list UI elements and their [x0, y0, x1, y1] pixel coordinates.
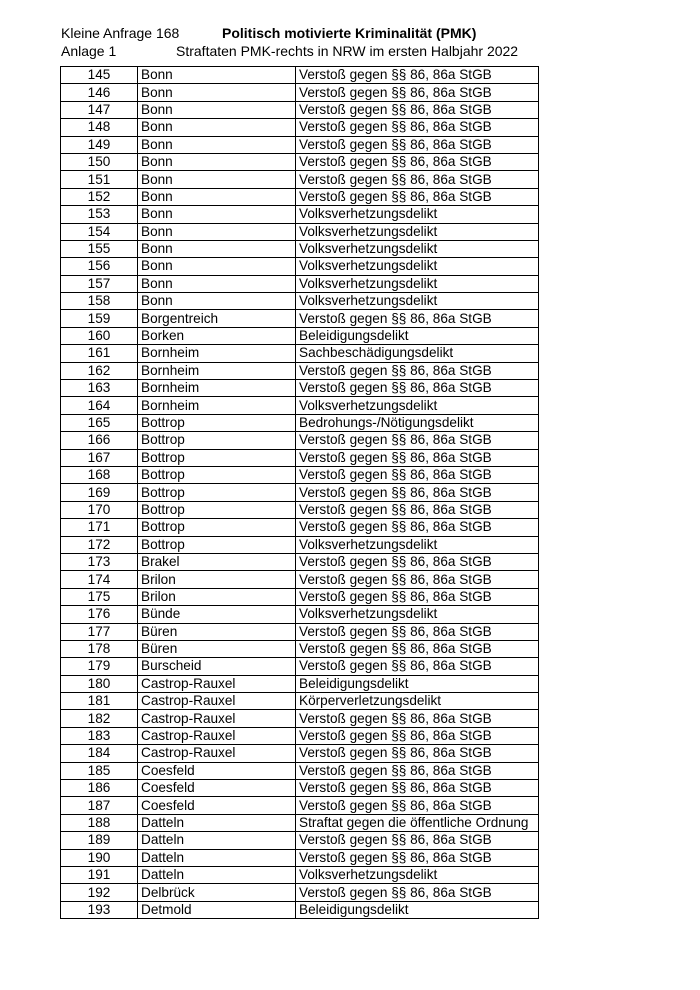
- row-offense: Volksverhetzungsdelikt: [296, 258, 539, 275]
- row-number: 184: [61, 745, 138, 762]
- row-number: 164: [61, 397, 138, 414]
- row-number: 183: [61, 727, 138, 744]
- row-city: Brilon: [138, 571, 296, 588]
- row-offense: Verstoß gegen §§ 86, 86a StGB: [296, 188, 539, 205]
- row-city: Bonn: [138, 275, 296, 292]
- row-city: Bonn: [138, 84, 296, 101]
- row-offense: Volksverhetzungsdelikt: [296, 397, 539, 414]
- row-number: 158: [61, 293, 138, 310]
- offense-table-body: [61, 67, 539, 919]
- row-offense: Bedrohungs-/Nötigungsdelikt: [296, 414, 539, 431]
- table-row: [61, 258, 539, 275]
- row-number: 146: [61, 84, 138, 101]
- row-offense: Verstoß gegen §§ 86, 86a StGB: [296, 588, 539, 605]
- row-offense: Beleidigungsdelikt: [296, 675, 539, 692]
- table-row: [61, 536, 539, 553]
- table-row: [61, 153, 539, 170]
- row-offense: Verstoß gegen §§ 86, 86a StGB: [296, 745, 539, 762]
- table-row: [61, 397, 539, 414]
- table-row: [61, 710, 539, 727]
- row-number: 163: [61, 380, 138, 397]
- row-city: Bornheim: [138, 362, 296, 379]
- row-city: Bonn: [138, 258, 296, 275]
- row-offense: Verstoß gegen §§ 86, 86a StGB: [296, 466, 539, 483]
- table-row: [61, 380, 539, 397]
- row-city: Bottrop: [138, 484, 296, 501]
- row-city: Detmold: [138, 901, 296, 918]
- row-number: 188: [61, 814, 138, 831]
- row-number: 181: [61, 693, 138, 710]
- table-row: [61, 693, 539, 710]
- table-row: [61, 84, 539, 101]
- row-city: Brilon: [138, 588, 296, 605]
- table-row: [61, 310, 539, 327]
- row-number: 185: [61, 762, 138, 779]
- row-number: 149: [61, 136, 138, 153]
- row-city: Castrop-Rauxel: [138, 727, 296, 744]
- row-offense: Verstoß gegen §§ 86, 86a StGB: [296, 119, 539, 136]
- row-offense: Verstoß gegen §§ 86, 86a StGB: [296, 101, 539, 118]
- row-city: Bonn: [138, 153, 296, 170]
- row-number: 168: [61, 466, 138, 483]
- row-city: Bonn: [138, 67, 296, 84]
- table-row: [61, 449, 539, 466]
- row-city: Bonn: [138, 240, 296, 257]
- row-number: 177: [61, 623, 138, 640]
- row-offense: Beleidigungsdelikt: [296, 327, 539, 344]
- row-number: 192: [61, 884, 138, 901]
- row-number: 166: [61, 432, 138, 449]
- row-offense: Verstoß gegen §§ 86, 86a StGB: [296, 727, 539, 744]
- row-number: 154: [61, 223, 138, 240]
- row-number: 178: [61, 640, 138, 657]
- row-city: Büren: [138, 623, 296, 640]
- row-offense: Verstoß gegen §§ 86, 86a StGB: [296, 797, 539, 814]
- row-offense: Verstoß gegen §§ 86, 86a StGB: [296, 84, 539, 101]
- row-number: 172: [61, 536, 138, 553]
- row-city: Burscheid: [138, 658, 296, 675]
- table-row: [61, 640, 539, 657]
- table-row: [61, 832, 539, 849]
- table-row: [61, 432, 539, 449]
- table-row: [61, 119, 539, 136]
- row-city: Bornheim: [138, 397, 296, 414]
- row-number: 157: [61, 275, 138, 292]
- table-row: [61, 727, 539, 744]
- table-row: [61, 466, 539, 483]
- row-offense: Volksverhetzungsdelikt: [296, 606, 539, 623]
- row-offense: Verstoß gegen §§ 86, 86a StGB: [296, 710, 539, 727]
- table-row: [61, 623, 539, 640]
- row-offense: Verstoß gegen §§ 86, 86a StGB: [296, 362, 539, 379]
- table-row: [61, 606, 539, 623]
- row-city: Coesfeld: [138, 762, 296, 779]
- row-city: Bottrop: [138, 432, 296, 449]
- row-city: Castrop-Rauxel: [138, 675, 296, 692]
- row-city: Brakel: [138, 553, 296, 570]
- row-number: 170: [61, 501, 138, 518]
- row-number: 153: [61, 206, 138, 223]
- table-row: [61, 327, 539, 344]
- row-number: 148: [61, 119, 138, 136]
- row-city: Bünde: [138, 606, 296, 623]
- row-number: 189: [61, 832, 138, 849]
- row-number: 180: [61, 675, 138, 692]
- table-row: [61, 553, 539, 570]
- row-offense: Volksverhetzungsdelikt: [296, 240, 539, 257]
- table-row: [61, 67, 539, 84]
- row-city: Datteln: [138, 814, 296, 831]
- row-offense: Verstoß gegen §§ 86, 86a StGB: [296, 553, 539, 570]
- table-row: [61, 171, 539, 188]
- table-row: [61, 501, 539, 518]
- row-offense: Verstoß gegen §§ 86, 86a StGB: [296, 780, 539, 797]
- row-offense: Verstoß gegen §§ 86, 86a StGB: [296, 310, 539, 327]
- row-city: Bonn: [138, 101, 296, 118]
- row-city: Bornheim: [138, 345, 296, 362]
- row-offense: Körperverletzungsdelikt: [296, 693, 539, 710]
- row-city: Datteln: [138, 866, 296, 883]
- attachment-label: Anlage 1: [61, 43, 117, 59]
- table-row: [61, 136, 539, 153]
- row-city: Castrop-Rauxel: [138, 693, 296, 710]
- row-number: 162: [61, 362, 138, 379]
- row-number: 161: [61, 345, 138, 362]
- row-offense: Verstoß gegen §§ 86, 86a StGB: [296, 849, 539, 866]
- table-row: [61, 849, 539, 866]
- row-city: Büren: [138, 640, 296, 657]
- row-city: Bottrop: [138, 466, 296, 483]
- row-city: Bottrop: [138, 501, 296, 518]
- row-offense: Verstoß gegen §§ 86, 86a StGB: [296, 153, 539, 170]
- row-offense: Verstoß gegen §§ 86, 86a StGB: [296, 571, 539, 588]
- row-offense: Volksverhetzungsdelikt: [296, 275, 539, 292]
- row-number: 156: [61, 258, 138, 275]
- row-city: Bonn: [138, 136, 296, 153]
- table-row: [61, 780, 539, 797]
- page-title: Politisch motivierte Kriminalität (PMK): [222, 25, 477, 41]
- table-row: [61, 814, 539, 831]
- row-offense: Verstoß gegen §§ 86, 86a StGB: [296, 484, 539, 501]
- row-number: 179: [61, 658, 138, 675]
- row-offense: Volksverhetzungsdelikt: [296, 866, 539, 883]
- row-offense: Verstoß gegen §§ 86, 86a StGB: [296, 762, 539, 779]
- row-number: 169: [61, 484, 138, 501]
- row-offense: Verstoß gegen §§ 86, 86a StGB: [296, 171, 539, 188]
- table-row: [61, 884, 539, 901]
- page-subtitle: Straftaten PMK-rechts in NRW im ersten Halbjahr 2022: [176, 43, 519, 59]
- row-offense: Verstoß gegen §§ 86, 86a StGB: [296, 623, 539, 640]
- document-reference: Kleine Anfrage 168: [61, 25, 180, 41]
- table-row: [61, 101, 539, 118]
- table-row: [61, 223, 539, 240]
- row-number: 145: [61, 67, 138, 84]
- row-number: 174: [61, 571, 138, 588]
- table-row: [61, 901, 539, 918]
- row-city: Bonn: [138, 171, 296, 188]
- table-row: [61, 745, 539, 762]
- row-city: Bottrop: [138, 414, 296, 431]
- row-offense: Verstoß gegen §§ 86, 86a StGB: [296, 380, 539, 397]
- table-row: [61, 762, 539, 779]
- row-offense: Volksverhetzungsdelikt: [296, 293, 539, 310]
- row-number: 187: [61, 797, 138, 814]
- row-city: Borgentreich: [138, 310, 296, 327]
- row-number: 165: [61, 414, 138, 431]
- row-offense: Verstoß gegen §§ 86, 86a StGB: [296, 640, 539, 657]
- row-city: Bonn: [138, 223, 296, 240]
- table-row: [61, 206, 539, 223]
- row-offense: Sachbeschädigungsdelikt: [296, 345, 539, 362]
- row-city: Bonn: [138, 119, 296, 136]
- table-row: [61, 240, 539, 257]
- offense-table: [60, 66, 539, 919]
- row-number: 173: [61, 553, 138, 570]
- table-row: [61, 866, 539, 883]
- table-row: [61, 414, 539, 431]
- row-city: Coesfeld: [138, 780, 296, 797]
- row-city: Bottrop: [138, 449, 296, 466]
- row-number: 150: [61, 153, 138, 170]
- row-city: Bornheim: [138, 380, 296, 397]
- row-city: Bonn: [138, 188, 296, 205]
- row-number: 171: [61, 519, 138, 536]
- row-number: 176: [61, 606, 138, 623]
- row-offense: Verstoß gegen §§ 86, 86a StGB: [296, 136, 539, 153]
- row-number: 155: [61, 240, 138, 257]
- row-number: 151: [61, 171, 138, 188]
- row-city: Datteln: [138, 832, 296, 849]
- row-city: Borken: [138, 327, 296, 344]
- table-row: [61, 588, 539, 605]
- row-city: Bonn: [138, 293, 296, 310]
- row-offense: Verstoß gegen §§ 86, 86a StGB: [296, 519, 539, 536]
- row-number: 191: [61, 866, 138, 883]
- row-offense: Volksverhetzungsdelikt: [296, 536, 539, 553]
- row-city: Datteln: [138, 849, 296, 866]
- row-offense: Verstoß gegen §§ 86, 86a StGB: [296, 501, 539, 518]
- row-number: 190: [61, 849, 138, 866]
- row-city: Coesfeld: [138, 797, 296, 814]
- row-offense: Verstoß gegen §§ 86, 86a StGB: [296, 884, 539, 901]
- table-row: [61, 345, 539, 362]
- table-row: [61, 484, 539, 501]
- table-row: [61, 519, 539, 536]
- row-offense: Verstoß gegen §§ 86, 86a StGB: [296, 658, 539, 675]
- row-number: 175: [61, 588, 138, 605]
- row-number: 186: [61, 780, 138, 797]
- row-offense: Verstoß gegen §§ 86, 86a StGB: [296, 67, 539, 84]
- table-row: [61, 675, 539, 692]
- table-row: [61, 571, 539, 588]
- row-city: Bottrop: [138, 519, 296, 536]
- row-offense: Verstoß gegen §§ 86, 86a StGB: [296, 832, 539, 849]
- row-city: Castrop-Rauxel: [138, 710, 296, 727]
- row-offense: Volksverhetzungsdelikt: [296, 223, 539, 240]
- row-city: Castrop-Rauxel: [138, 745, 296, 762]
- row-city: Delbrück: [138, 884, 296, 901]
- row-city: Bottrop: [138, 536, 296, 553]
- table-row: [61, 275, 539, 292]
- row-offense: Straftat gegen die öffentliche Ordnung: [296, 814, 539, 831]
- table-row: [61, 797, 539, 814]
- row-number: 182: [61, 710, 138, 727]
- row-number: 160: [61, 327, 138, 344]
- table-row: [61, 293, 539, 310]
- table-row: [61, 362, 539, 379]
- row-offense: Volksverhetzungsdelikt: [296, 206, 539, 223]
- row-number: 147: [61, 101, 138, 118]
- row-offense: Verstoß gegen §§ 86, 86a StGB: [296, 432, 539, 449]
- row-number: 193: [61, 901, 138, 918]
- row-offense: Verstoß gegen §§ 86, 86a StGB: [296, 449, 539, 466]
- row-offense: Beleidigungsdelikt: [296, 901, 539, 918]
- table-row: [61, 188, 539, 205]
- table-row: [61, 658, 539, 675]
- row-number: 167: [61, 449, 138, 466]
- row-number: 152: [61, 188, 138, 205]
- row-city: Bonn: [138, 206, 296, 223]
- row-number: 159: [61, 310, 138, 327]
